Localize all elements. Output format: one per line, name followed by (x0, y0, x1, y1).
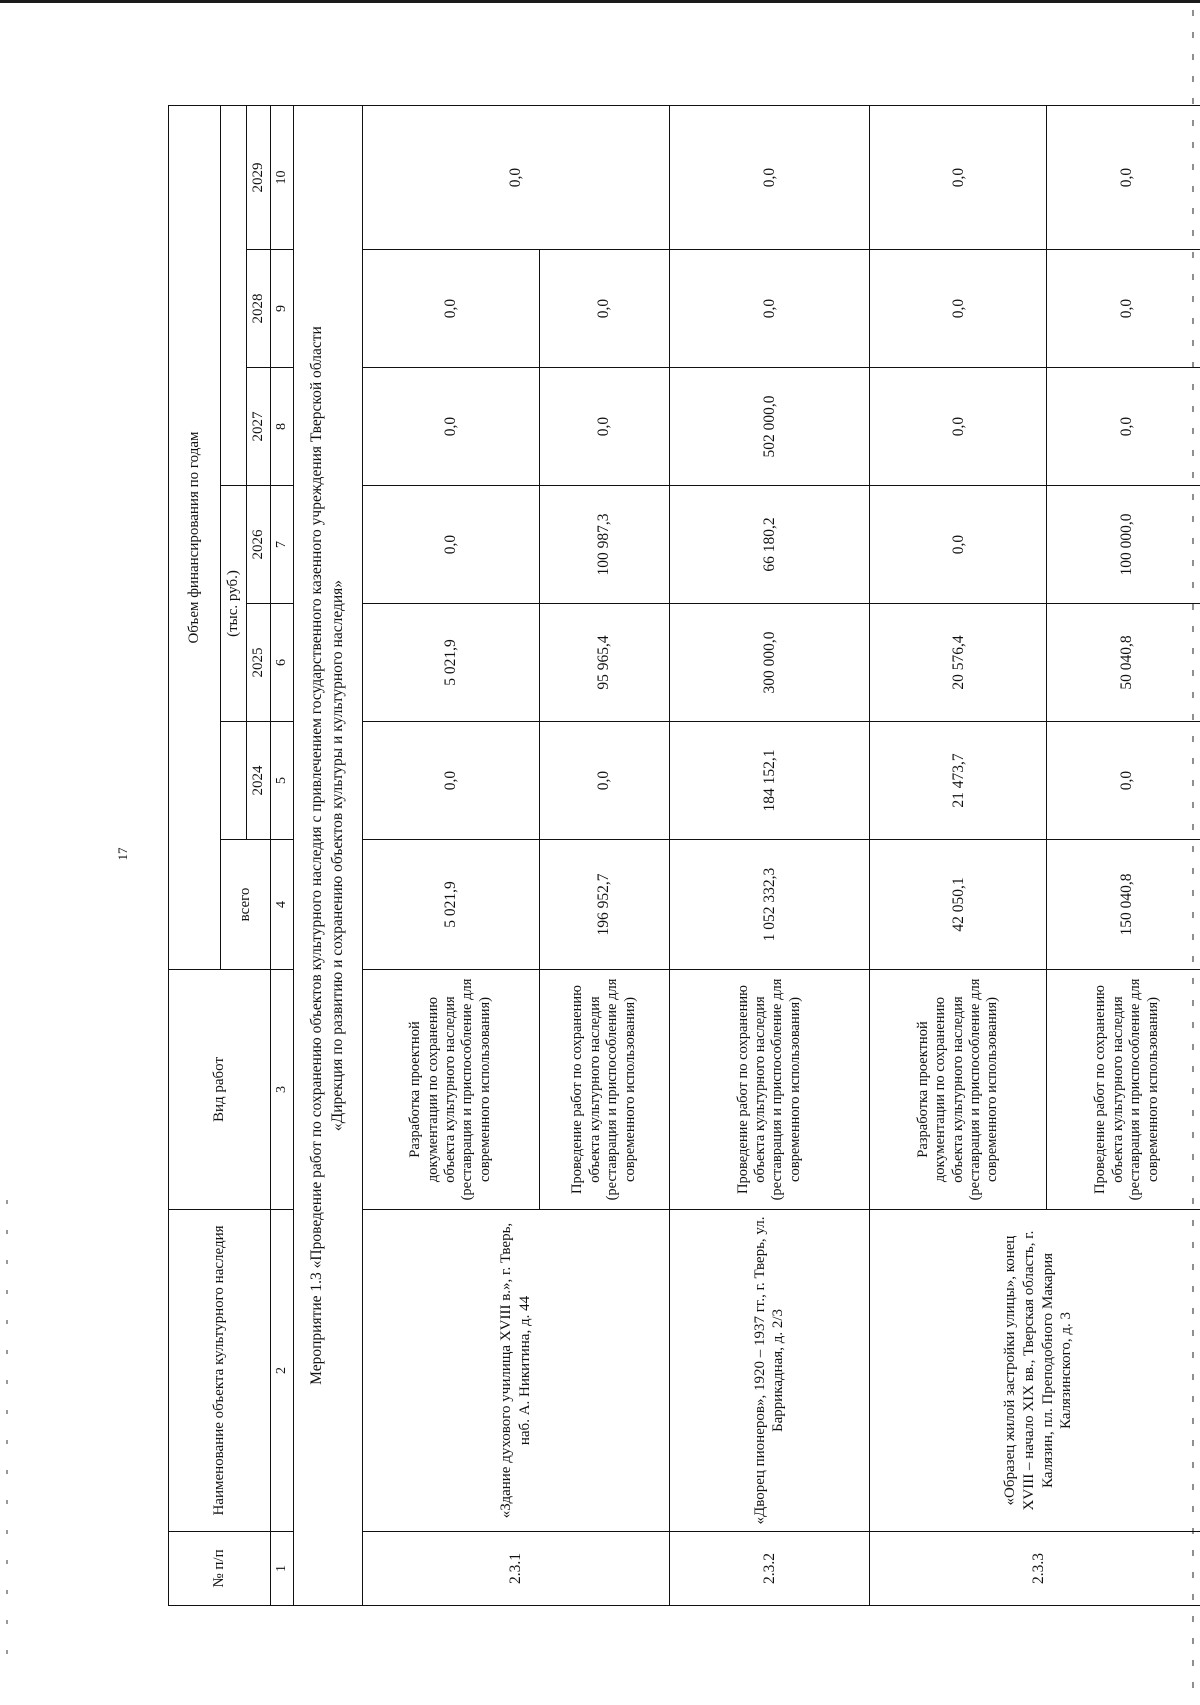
header-total: всего (220, 840, 270, 970)
column-index: 9 (270, 250, 294, 368)
value-2024: 0,0 (362, 722, 539, 840)
scan-edge-left (6, 1200, 8, 1680)
work-type: Разработка проектной документации по сохранению объекта культурного наследия (реставрация и приспособление для современного использования) (362, 970, 539, 1210)
value-2028: 0,0 (539, 250, 669, 368)
value-2024: 184 152,1 (669, 722, 870, 840)
value-2024: 0,0 (1047, 722, 1200, 840)
total-value: 196 952,7 (539, 840, 669, 970)
total-value: 5 021,9 (362, 840, 539, 970)
value-2027: 0,0 (362, 368, 539, 486)
total-value: 150 040,8 (1047, 840, 1200, 970)
table-row (669, 106, 870, 1606)
header-year-2026: 2026 (246, 486, 270, 604)
column-index-row (270, 106, 294, 1606)
object-name: «Образец жилой застройки улицы», конец XVIII – начало XIX вв., Тверская область, г. Калязин, пл. Преподобного Макария Калязинского, д. 3 (870, 1210, 1200, 1532)
value-2028: 0,0 (362, 250, 539, 368)
value-2024: 21 473,7 (870, 722, 1047, 840)
section-title-line2: «Дирекция по развитию и сохранению объектов культуры и культурного наследия» (328, 579, 346, 1132)
value-2029: 0,0 (1047, 106, 1200, 250)
value-2025: 95 965,4 (539, 604, 669, 722)
column-index: 2 (270, 1210, 294, 1532)
section-row (294, 106, 362, 1606)
column-index: 4 (270, 840, 294, 970)
value-2029: 0,0 (669, 106, 870, 250)
value-2027: 0,0 (539, 368, 669, 486)
column-index: 7 (270, 486, 294, 604)
value-2026: 100 987,3 (539, 486, 669, 604)
header-num: № п/п (169, 1532, 271, 1606)
value-2025: 300 000,0 (669, 604, 870, 722)
value-2029: 0,0 (870, 106, 1047, 250)
table-row (362, 106, 539, 1606)
work-type: Разработка проектной документации по сохранению объекта культурного наследия (реставрация и приспособление для современного использования) (870, 970, 1047, 1210)
page-number: 17 (115, 847, 130, 861)
value-2026: 66 180,2 (669, 486, 870, 604)
work-type: Проведение работ по сохранению объекта культурного наследия (реставрация и приспособление для современного использования) (669, 970, 870, 1210)
object-num: 2.3.2 (669, 1532, 870, 1606)
value-2025: 5 021,9 (362, 604, 539, 722)
value-2026: 100 000,0 (1047, 486, 1200, 604)
header-work: Вид работ (169, 970, 271, 1210)
value-2026: 0,0 (870, 486, 1047, 604)
section-title-line1: Мероприятие 1.3 «Проведение работ по сохранению объектов культурного наследия с привлечением государственного казенного учреждения Тверской области (307, 326, 325, 1385)
header-year-2027: 2027 (246, 368, 270, 486)
value-2029: 0,0 (362, 106, 669, 250)
value-2025: 20 576,4 (870, 604, 1047, 722)
column-index: 10 (270, 106, 294, 250)
value-2025: 50 040,8 (1047, 604, 1200, 722)
total-value: 42 050,1 (870, 840, 1047, 970)
value-2028: 0,0 (1047, 250, 1200, 368)
object-name: «Дворец пионеров», 1920 – 1937 гг., г. Тверь, ул. Баррикадная, д. 2/3 (669, 1210, 870, 1532)
total-value: 1 052 332,3 (669, 840, 870, 970)
value-2027: 0,0 (870, 368, 1047, 486)
rotated-table-wrapper (168, 106, 1200, 1606)
header-year-2029: 2029 (246, 106, 270, 250)
header-year-2024: 2024 (246, 722, 270, 840)
financing-table (168, 105, 1200, 1606)
column-index: 6 (270, 604, 294, 722)
value-2028: 0,0 (870, 250, 1047, 368)
section-title (294, 106, 362, 1606)
object-name: «Здание духового училища XVIII в.», г. Тверь, наб. А. Никитина, д. 44 (362, 1210, 669, 1532)
header-year-2028: 2028 (246, 250, 270, 368)
header-name: Наименование объекта культурного наследия (169, 1210, 271, 1532)
value-2027: 0,0 (1047, 368, 1200, 486)
column-index: 8 (270, 368, 294, 486)
value-2028: 0,0 (669, 250, 870, 368)
object-num: 2.3.1 (362, 1532, 669, 1606)
header-unit: (тыс. руб.) (220, 486, 246, 722)
column-index: 3 (270, 970, 294, 1210)
work-type: Проведение работ по сохранению объекта культурного наследия (реставрация и приспособление для современного использования) (1047, 970, 1200, 1210)
header-year-2025: 2025 (246, 604, 270, 722)
object-num: 2.3.3 (870, 1532, 1200, 1606)
value-2024: 0,0 (539, 722, 669, 840)
scan-edge-top (0, 0, 1200, 3)
header-financing: Объем финансирования по годам (169, 106, 221, 970)
table-row (870, 106, 1047, 1606)
work-type: Проведение работ по сохранению объекта культурного наследия (реставрация и приспособление для современного использования) (539, 970, 669, 1210)
value-2027: 502 000,0 (669, 368, 870, 486)
column-index: 1 (270, 1532, 294, 1606)
column-index: 5 (270, 722, 294, 840)
value-2026: 0,0 (362, 486, 539, 604)
